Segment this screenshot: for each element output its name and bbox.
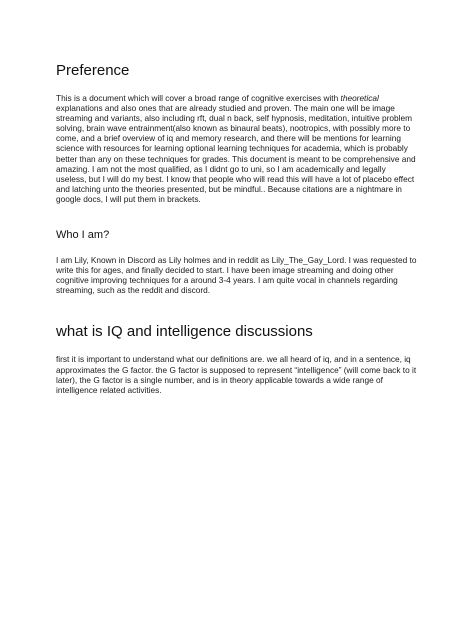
iq-section-paragraph: first it is important to understand what our definitions are. we all heard of iq, and in a sentence, iq approximates the G factor. the G factor is supposed to represent “intelligence” (will come back to it later), the G factor is a single number, and is in theory applicable towards a wide range of intelligence related activities. [56, 354, 417, 395]
preference-text-end: explanations and also ones that are already studied and proven. The main one will be image streaming and variants, also including rft, dual n back, self hypnosis, meditation, intuitive problem solving, brain wave entrainment(also known as binaural beats), nootropics, with possibly more to come, and a brief overview of iq and memory research, and there will be mentions for learning science with resources for learning optional learning techniques for academia, which is probably better than any on these techniques for grades. This document is meant to be comprehensive and amazing. I am not the most qualified, as I didnt go to uni, so I am academically and legally useless, but I will do my best. I know that people who will read this will have a lot of placebo effect and latching unto the theories presented, but be mindful.. Because citations are a nightmare in google docs, I will put them in brackets. [56, 103, 416, 204]
preference-text-emphasis: theoretical [340, 93, 379, 103]
who-am-i-paragraph: I am Lily, Known in Discord as Lily holmes and in reddit as Lily_The_Gay_Lord. I was requested to write this for ages, and finally decided to start. I have been image streaming and doing other cognitive improving techniques for a around 3-4 years. I am quite vocal in channels regarding streaming, such as the reddit and discord. [56, 255, 417, 296]
iq-section-heading: what is IQ and intelligence discussions [56, 323, 313, 341]
preference-paragraph [56, 93, 418, 204]
preference-text-start: This is a document which will cover a broad range of cognitive exercises with [56, 93, 341, 103]
preference-heading: Preference [56, 62, 130, 79]
who-am-i-heading: Who I am? [56, 229, 110, 242]
document-page [56, 62, 418, 395]
